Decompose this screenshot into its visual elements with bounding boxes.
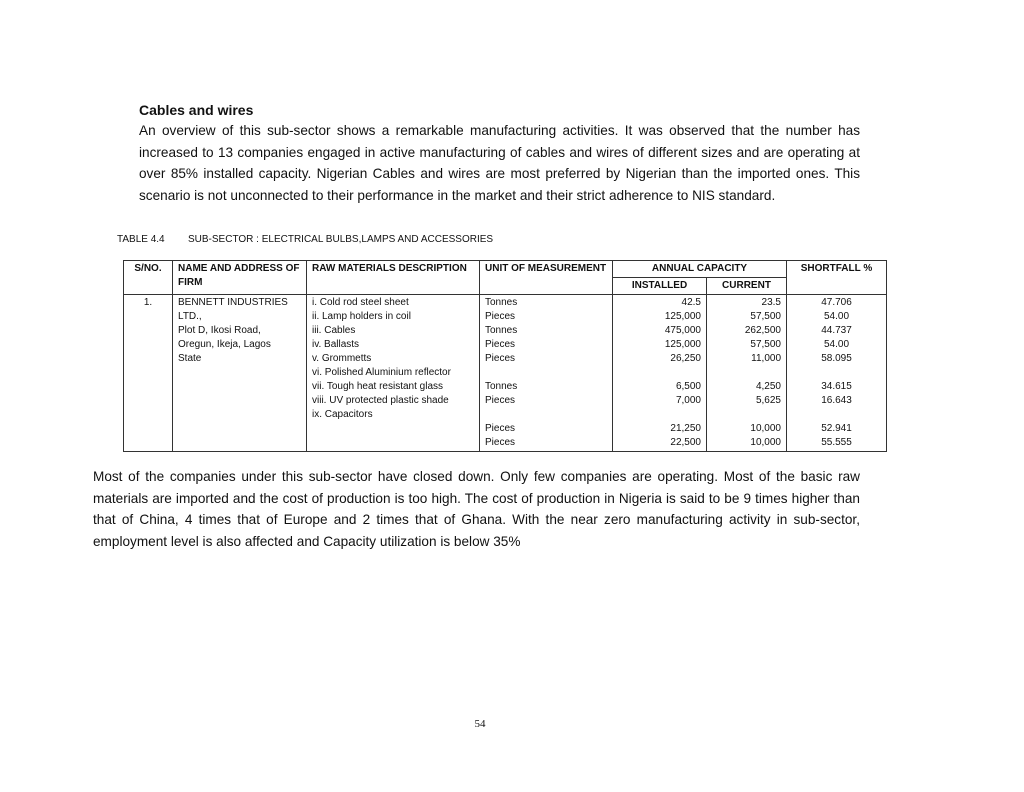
cell-line: 125,000 [664,339,701,350]
cell-line [712,408,781,422]
cell-line: 7,000 [675,395,701,406]
cell-line: 6,500 [675,381,701,392]
header-shortfall: SHORTFALL % [787,261,887,295]
cell-line: vi. Polished Aluminium reflector [312,367,451,378]
table-subsector: SUB-SECTOR : ELECTRICAL BULBS,LAMPS AND ACCESSORIES [188,234,494,245]
cell-line: iii. Cables [312,325,356,336]
cell-line: iv. Ballasts [312,339,360,350]
header-current: CURRENT [707,278,787,295]
cell-sno: 1. [124,295,173,452]
page-number: 54 [474,718,486,730]
cell-line [178,380,301,394]
header-installed: INSTALLED [613,278,707,295]
cables-section [139,100,860,206]
cell-line: 26,250 [670,353,701,364]
cell-line [178,366,301,380]
cell-line: 475,000 [664,325,701,336]
table-row [124,295,887,452]
cell-line: Pieces [485,311,516,322]
cell-firm [173,295,307,452]
cell-line: 55.555 [821,437,852,448]
closing-paragraph: Most of the companies under this sub-sector have closed down. Only few companies are operating. Most of the basic raw materials are imported and the cost of production is too high. The cost of production in Nigeria is said to be 9 times higher than that of China, 4 times that of Europe and 2 times that of Ghana. With the near zero manufacturing activity in sub-sector, employment level is also affected and Capacity utilization is below 35% [93,469,860,549]
cell-line: 57,500 [750,311,781,322]
table-caption [117,234,494,246]
cell-line: 23.5 [761,297,781,308]
cell-line: 5,625 [755,395,781,406]
cell-line [618,366,701,380]
cell-line [712,366,781,380]
header-firm: NAME AND ADDRESS OF FIRM [173,261,307,295]
cell-line: 57,500 [750,339,781,350]
cell-line: Plot D, Ikosi Road, [178,325,261,336]
cell-line: State [178,353,202,364]
section-title: Cables and wires [139,102,254,118]
cell-line: Tonnes [485,325,518,336]
cell-line [312,422,474,436]
cell-line: LTD., [178,311,202,322]
cell-line: i. Cold rod steel sheet [312,297,409,308]
cell-line: BENNETT INDUSTRIES [178,297,288,308]
cell-line: 125,000 [664,311,701,322]
cell-line: Pieces [485,423,516,434]
cell-line: ii. Lamp holders in coil [312,311,411,322]
cell-line: 10,000 [750,437,781,448]
cell-line: 34.615 [821,381,852,392]
cell-line: 16.643 [821,395,852,406]
cell-line: 22,500 [670,437,701,448]
cell-line: 58.095 [821,353,852,364]
header-annual-capacity: ANNUAL CAPACITY [613,261,787,278]
cell-line: Pieces [485,353,516,364]
cell-line: Tonnes [485,381,518,392]
cell-current [707,295,787,452]
cell-line: Pieces [485,339,516,350]
cell-line: 21,250 [670,423,701,434]
cell-line: 11,000 [751,353,781,364]
header-unit: UNIT OF MEASUREMENT [480,261,613,295]
header-raw-materials: RAW MATERIALS DESCRIPTION [307,261,480,295]
cell-line: Tonnes [485,297,518,308]
section-body: An overview of this sub-sector shows a remarkable manufacturing activities. It was observed that the number has increased to 13 companies engaged in active manufacturing of cables and wires of different sizes and are operating at over 85% installed capacity. Nigerian Cables and wires are most preferred by Nigerian than the imported ones. This scenario is not unconnected to their performance in the market and their strict adherence to NIS standard. [139,123,860,203]
cell-line: 42.5 [681,297,701,308]
cell-line: 10,000 [750,423,781,434]
header-sno: S/NO. [124,261,173,295]
cell-line: 54.00 [823,339,850,350]
cell-line [485,408,607,422]
cell-line: v. Grommetts [312,353,372,364]
cell-line [312,436,474,450]
cell-line: 4,250 [755,381,781,392]
cell-line [178,422,301,436]
cell-line: 262,500 [744,325,781,336]
cell-line [792,408,881,422]
cell-units [480,295,613,452]
cell-line: 54.00 [823,311,850,322]
cell-line [178,436,301,450]
cell-line: 47.706 [821,297,852,308]
cell-line [485,366,607,380]
capacity-table [123,260,887,452]
cell-line: viii. UV protected plastic shade [312,395,449,406]
cell-materials [307,295,480,452]
cell-line [792,366,881,380]
cell-line: 44.737 [821,325,852,336]
cell-line [178,408,301,422]
cell-shortfall [787,295,887,452]
cell-line: Pieces [485,437,516,448]
cell-line: 52.941 [821,423,852,434]
cell-line: Pieces [485,395,516,406]
cell-line [178,394,301,408]
table-label: TABLE 4.4 [117,234,165,245]
cell-line: ix. Capacitors [312,409,373,420]
cell-line: Oregun, Ikeja, Lagos [178,339,271,350]
cell-line [618,408,701,422]
cell-line: vii. Tough heat resistant glass [312,381,444,392]
cell-installed [613,295,707,452]
